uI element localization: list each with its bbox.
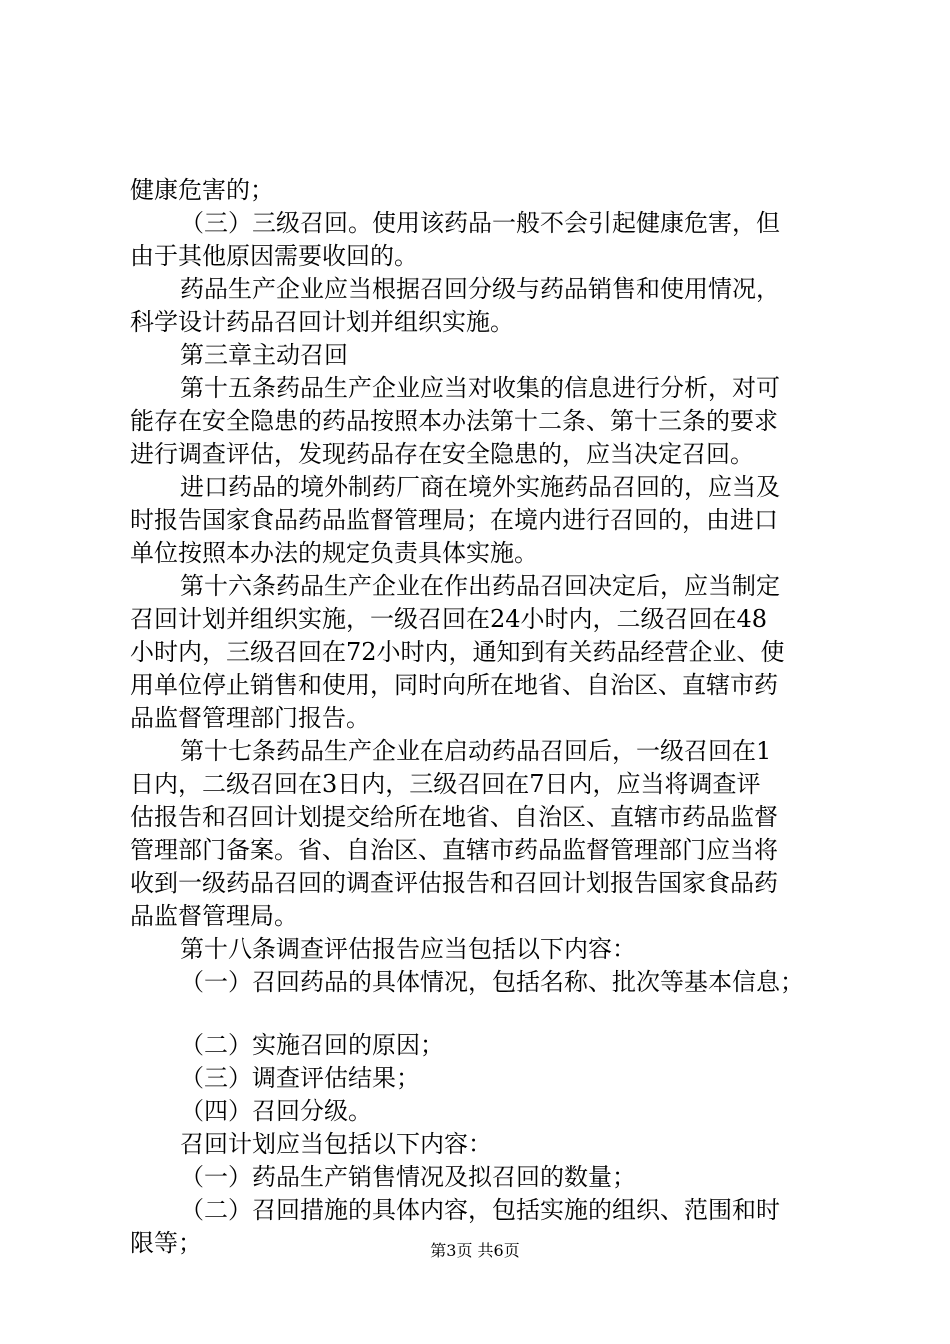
list-item: （二）召回措施的具体内容，包括实施的组织、范围和时 [180,1196,780,1224]
chapter-heading: 第三章主动召回 [180,341,348,369]
body-text-line: 时报告国家食品药品监督管理局；在境内进行召回的，由进口 [130,506,778,534]
body-text-line: 能存在安全隐患的药品按照本办法第十二条、第十三条的要求 [130,407,778,435]
body-text-line: 单位按照本办法的规定负责具体实施。 [130,539,538,567]
body-text-line: 第十六条药品生产企业在作出药品召回决定后，应当制定 [180,572,780,600]
body-text-line: 管理部门备案。省、自治区、直辖市药品监督管理部门应当将 [130,836,778,864]
body-text-line: 估报告和召回计划提交给所在地省、自治区、直辖市药品监督 [130,803,778,831]
body-text-line: 第十七条药品生产企业在启动药品召回后，一级召回在1 [180,737,772,765]
list-item: （二）实施召回的原因； [180,1031,444,1059]
body-text-line: 健康危害的； [130,176,274,204]
list-item: （一）药品生产销售情况及拟召回的数量； [180,1163,636,1191]
body-text-line: （三）三级召回。使用该药品一般不会引起健康危害，但 [180,209,780,237]
body-text-line: 收到一级药品召回的调查评估报告和召回计划报告国家食品药 [130,869,778,897]
body-text-line: 品监督管理部门报告。 [130,704,370,732]
body-text-line: 品监督管理局。 [130,902,298,930]
body-text-line: 第十五条药品生产企业应当对收集的信息进行分析，对可 [180,374,780,402]
list-item: （一）召回药品的具体情况，包括名称、批次等基本信息； [180,968,804,996]
body-text-line: 第十八条调查评估报告应当包括以下内容： [180,935,636,963]
body-text-line: 由于其他原因需要收回的。 [130,242,418,270]
page-footer: 第3页 共6页 [430,1241,520,1260]
body-text-line: 用单位停止销售和使用，同时向所在地省、自治区、直辖市药 [130,671,778,699]
body-text-line: 日内，二级召回在3日内，三级召回在7日内，应当将调查评 [130,770,761,798]
body-text-line: 召回计划并组织实施，一级召回在24小时内，二级召回在48 [130,605,768,633]
list-item: （三）调查评估结果； [180,1064,420,1092]
body-text-line: 科学设计药品召回计划并组织实施。 [130,308,514,336]
list-item: 限等； [130,1229,202,1257]
body-text-line: 进口药品的境外制药厂商在境外实施药品召回的，应当及 [180,473,780,501]
body-text-line: 召回计划应当包括以下内容： [180,1130,492,1158]
body-text-line: 进行调查评估，发现药品存在安全隐患的，应当决定召回。 [130,440,754,468]
body-text-line: 药品生产企业应当根据召回分级与药品销售和使用情况， [180,275,780,303]
body-text-line: 小时内，三级召回在72小时内，通知到有关药品经营企业、使 [130,638,785,666]
list-item: （四）召回分级。 [180,1097,372,1125]
